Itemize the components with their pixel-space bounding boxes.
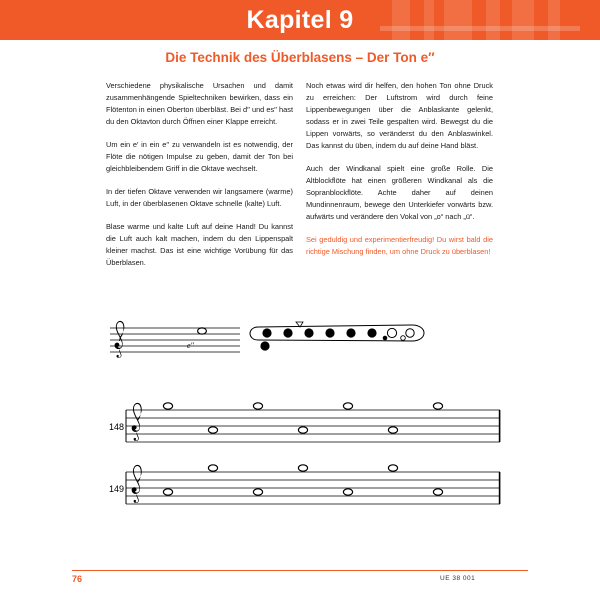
whole-note (433, 403, 442, 409)
paragraph: Verschiedene physikalische Ursachen und damit zusammenhängende Spieltechniken bewirken, dass ein Flötenton in einen Oberton überbläst. Bei d′′ und es′′ hast du den Oktavton durch Öffnen einer Klappe erreicht. (106, 81, 293, 126)
paragraph: Um ein e′ in ein e′′ zu verwandeln ist es notwendig, der Flöte die nötigen Impulse zu geben, damit der Ton bei gleichbleibendem Griff in die Oktave wechselt. (106, 139, 293, 173)
whole-note (343, 403, 352, 409)
hole-open-small (401, 336, 406, 341)
whole-note (388, 465, 397, 471)
hole-open (387, 328, 396, 337)
page-number: 76 (72, 574, 83, 584)
thumb-hole-closed (260, 341, 269, 350)
whole-note (198, 328, 207, 334)
text-column-left (106, 80, 293, 280)
whole-note (208, 427, 217, 433)
treble-clef-icon (132, 465, 142, 503)
hole-closed (367, 328, 376, 337)
whole-note (388, 427, 397, 433)
hole-closed (262, 328, 271, 337)
recorder-fingering-diagram (250, 322, 424, 351)
whole-note (163, 489, 172, 495)
whole-note (253, 403, 262, 409)
treble-clef-icon (115, 321, 125, 358)
hole-open (406, 329, 414, 337)
hole-closed (283, 328, 292, 337)
whole-note (253, 489, 262, 495)
paragraph-highlight: Sei geduldig und experimentierfreudig! Du wirst bald die richtige Mischung finden, um ohne Druck zu überblasen! (306, 234, 493, 256)
treble-clef-icon (132, 403, 142, 441)
text-column-right (306, 80, 493, 269)
hole-closed-small (383, 336, 388, 341)
hole-closed (346, 328, 355, 337)
paragraph: Noch etwas wird dir helfen, den hohen Ton ohne Druck zu erreichen: Der Luftstrom wird durch feine Lippenbewegungen über die Anblaskante gelenkt, sodass er in zwei Teile gespalten wird. Bewegst du die Lippen vorwärts, so veränderst du den Anblaswinkel. Das kannst du üben, indem du auf deine Hand bläst. (306, 81, 493, 150)
whole-note (298, 465, 307, 471)
whole-note (163, 403, 172, 409)
publisher-code: UE 38 001 (440, 575, 476, 582)
staff-system-148 (109, 403, 500, 442)
whole-note (298, 427, 307, 433)
staff-system-149 (109, 465, 500, 504)
whole-note (433, 489, 442, 495)
page-title: Kapitel 9 (246, 6, 354, 34)
hole-closed (304, 328, 313, 337)
whole-note (343, 489, 352, 495)
paragraph: Blase warme und kalte Luft auf deine Hand! Du kannst die Luft auch kalt machen, indem du den Lippenspalt kleiner machst. Das ist eine wichtige Vorübung für das Überblasen. (106, 221, 293, 267)
fingering-example (110, 321, 240, 358)
paragraph: Auch der Windkanal spielt eine große Rolle. Die Altblockflöte hat einen größeren Windkanal als die Sopranblockflöte. Achte daher auf deinen Mundinnenraum, bewege den Unterkiefer vorwärts bzw. aufwärts und verändere den Vokal von „o“ nach „ü“. (306, 163, 493, 221)
section-heading: Die Technik des Überblasens – Der Ton e′′ (165, 50, 435, 65)
note-label: e′′ (187, 341, 195, 350)
paragraph: In der tiefen Oktave verwenden wir langsamere (warme) Luft, in der überblasenen Oktave schnelle (kalte) Luft. (106, 186, 293, 208)
measure-number: 149 (109, 484, 125, 494)
measure-number: 148 (109, 422, 125, 432)
whole-note (208, 465, 217, 471)
footer-divider (72, 570, 528, 571)
hole-closed (325, 328, 334, 337)
